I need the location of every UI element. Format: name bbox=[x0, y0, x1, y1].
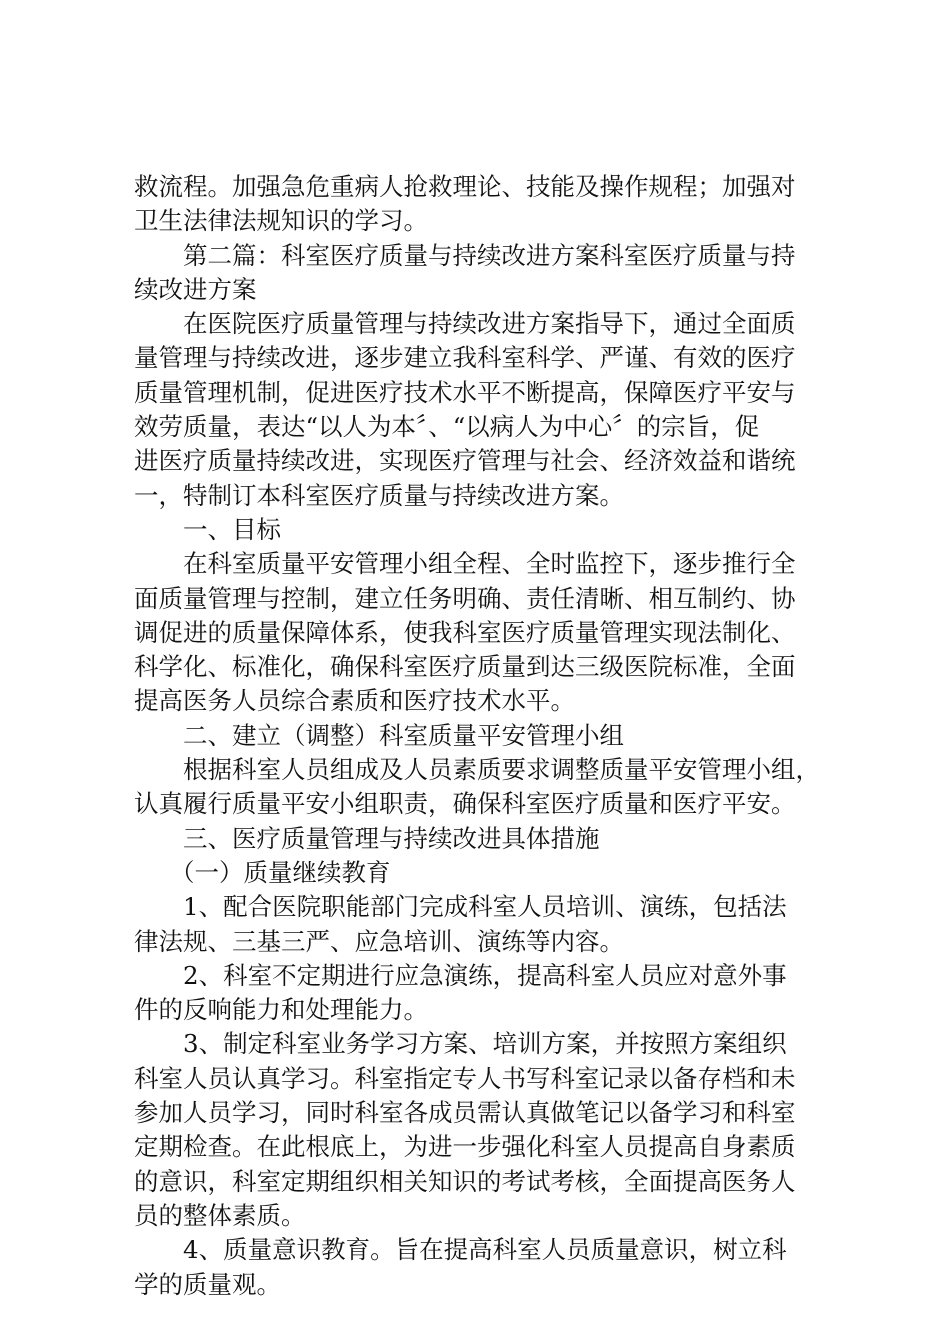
text-line: 学的质量观。 bbox=[134, 1269, 281, 1299]
text-line: 科学化、标准化，确保科室医疗质量到达三级医院标准，全面 bbox=[134, 652, 796, 682]
subheading: 三、医疗质量管理与持续改进具体措施 bbox=[183, 823, 600, 853]
text-line: 救流程。加强急危重病人抢救理论、技能及操作规程；加强对 bbox=[134, 172, 796, 201]
text-line: 在科室质量平安管理小组全程、全时监控下，逐步推行全 bbox=[183, 549, 796, 579]
text-line: 的意识，科室定期组织相关知识的考试考核，全面提高医务人 bbox=[134, 1166, 796, 1196]
text-line: 卫生法律法规知识的学习。 bbox=[134, 206, 428, 236]
subheading: 二、建立（调整）科室质量平安管理小组 bbox=[183, 720, 624, 750]
list-item: 3、制定科室业务学习方案、培训方案，并按照方案组织 bbox=[183, 1029, 787, 1059]
text-line: 件的反响能力和处理能力。 bbox=[134, 995, 428, 1025]
list-item: 4、质量意识教育。旨在提高科室人员质量意识，树立科 bbox=[183, 1235, 787, 1265]
subheading: 一、目标 bbox=[183, 514, 281, 544]
text-line: 一，特制订本科室医疗质量与持续改进方案。 bbox=[134, 480, 624, 510]
section-heading: 第二篇：科室医疗质量与持续改进方案科室医疗质量与持 bbox=[183, 240, 796, 270]
text-line: 提高医务人员综合素质和医疗技术水平。 bbox=[134, 686, 575, 716]
text-line: 进医疗质量持续改进，实现医疗管理与社会、经济效益和谐统 bbox=[134, 446, 796, 476]
text-line: 面质量管理与控制，建立任务明确、责任清晰、相互制约、协 bbox=[134, 583, 796, 613]
text-line: 量管理与持续改进，逐步建立我科室科学、严谨、有效的医疗 bbox=[134, 343, 796, 373]
section-heading-cont: 续改进方案 bbox=[134, 274, 257, 304]
text-line: 调促进的质量保障体系，使我科室医疗质量管理实现法制化、 bbox=[134, 617, 796, 647]
text-line: 质量管理机制，促进医疗技术水平不断提高，保障医疗平安与 bbox=[134, 377, 796, 407]
text-line: 根据科室人员组成及人员素质要求调整质量平安管理小组， bbox=[183, 755, 820, 785]
subheading: （一）质量继续教育 bbox=[170, 857, 391, 887]
text-line: 在医院医疗质量管理与持续改进方案指导下，通过全面质 bbox=[183, 309, 796, 339]
text-line: 律法规、三基三严、应急培训、演练等内容。 bbox=[134, 926, 624, 956]
text-line: 员的整体素质。 bbox=[134, 1200, 306, 1230]
text-line: 参加人员学习，同时科室各成员需认真做笔记以备学习和科室 bbox=[134, 1098, 796, 1128]
text-line: 效劳质量，表达“以人为本〞、“以病人为中心〞的宗旨，促 bbox=[134, 412, 760, 442]
text-line: 定期检查。在此根底上，为进一步强化科室人员提高自身素质 bbox=[134, 1132, 796, 1162]
list-item: 2、科室不定期进行应急演练，提高科室人员应对意外事 bbox=[183, 960, 787, 990]
list-item: 1、配合医院职能部门完成科室人员培训、演练，包括法 bbox=[183, 892, 787, 922]
text-line: 科室人员认真学习。科室指定专人书写科室记录以备存档和未 bbox=[134, 1063, 796, 1093]
text-line: 认真履行质量平安小组职责，确保科室医疗质量和医疗平安。 bbox=[134, 789, 796, 819]
document-page bbox=[134, 170, 824, 1302]
